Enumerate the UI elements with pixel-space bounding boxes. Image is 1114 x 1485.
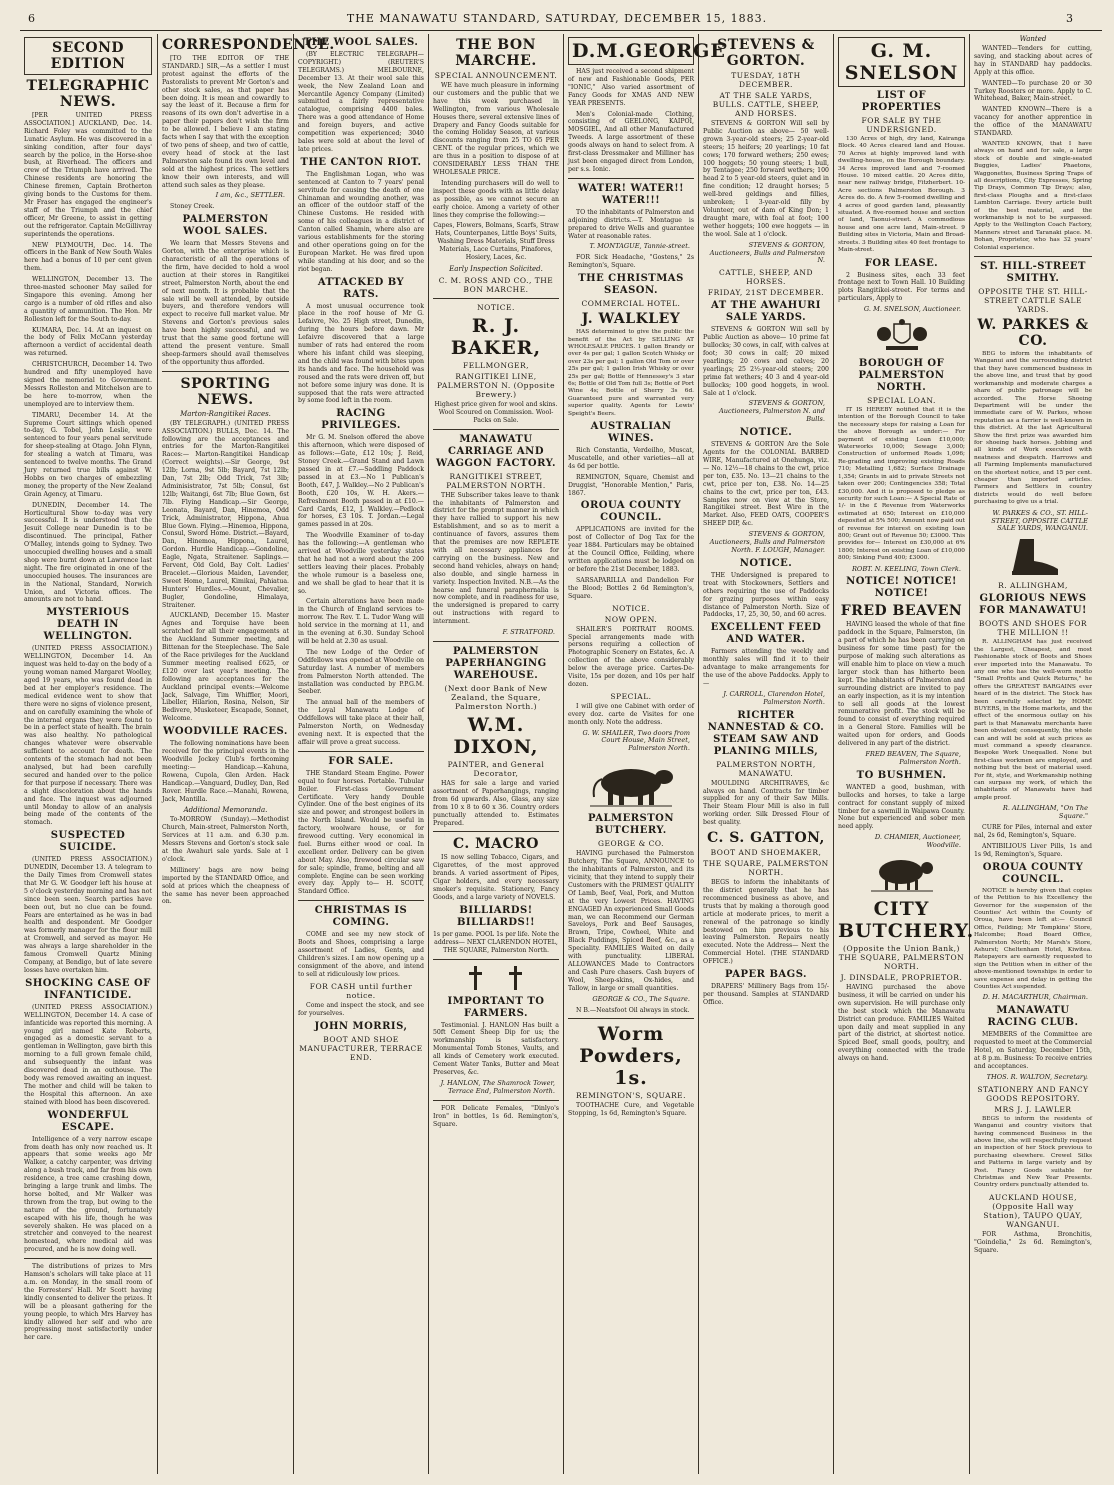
advert-heading: AT THE AWAHURI SALE YARDS. — [711, 300, 821, 324]
advert-text: FOR Asthma, Bronchitis, "Goindelia," 2s 6d. Remington's, Square. — [974, 1230, 1092, 1254]
advert-text: 2 Business sites, each 33 feet frontage next to Town Hall. 10 Building plots Rangitikei-street. For terms and particulars, Apply to — [838, 271, 965, 303]
article-heading: WOODVILLE RACES. — [163, 726, 288, 738]
advert-text: WANTED KNOWN, that I have always on hand and for sale, a large stock of double and single-seated Buggies, Ladies' Phaetons, Waggonettes, Business Spring Traps of all descriptions, City Expresses, Spring Tip Drays, Common Tip Drays; also, first-class Ploughs and a first-class Lambton Carriage. Every article built of the best material, and the workmanship is not to be surpassed. Apply to the Wellington Coach Factory, Manners street and Taranaki place. M. Bohan, Proprietor, who has 32 years' Colonial experience. — [974, 140, 1092, 251]
article-heading: THE CANTON RIOT. — [300, 156, 422, 168]
advert-text: 130 Acres of high, dry land, Kairanga Block. 40 Acres cleared land and House. 70 Acres at highly improved land with dwelling-house, on the Borough boundary. 34 Acres improved land and 7-roomed House. 10 mixed cattle. 20 Acres ditto, near new railway bridge, Fitzherbert. 10-Acre sections Palmerston Borough. 3 Acres do. do. A few 5-roomed dwelling and 4 acres of good garden land, pleasantly situated. A five-roomed house and section of land, Taonui-street. A commodious house and one acre land, Main-street. 9 Building sites in Victoria, Main and Broad-streets. 3 Building sites 40 feet frontage to Main-street. — [838, 136, 965, 254]
article-heading: MYSTERIOUS DEATH IN WELLINGTON. — [43, 607, 133, 643]
article-text: The Woodville Examiner of to-day has the following:—A gentleman who arrived at Woodville yesterday states that he had not a word about the 200 settlers leaving their places. Probably the whole rumour is a baseless one, and we shall be glad to hear that it is so. — [298, 532, 424, 595]
advert-heading: PALMERSTON PAPERHANGING WAREHOUSE. — [445, 645, 547, 681]
sheep-illustration-icon — [867, 854, 937, 894]
divider — [298, 751, 424, 752]
advertiser-name: G. M. SNELSON — [838, 37, 965, 87]
advert-heading: RICHTER NANNESTAD & CO. STEAM SAW AND PLANING MILLS, — [707, 709, 825, 757]
advert-text: STEVENS & GORTON Will sell by Public Auction as above— 10 prime fat bullocks; 30 cows, in calf, with calves at foot; 30 cows in calf; 20 mixed yearlings; 20 cows and calves; 20 yearlings; 25 2½-year-old steers; 200 prime fat wethers; 40 3 and 4 year-old bullocks; 100 good hoggets, in wool. Sale at 1 o'clock. — [703, 326, 829, 397]
article-text: (BY ELECTRIC TELEGRAPH—COPYRIGHT.) (REUTER'S TELEGRAMS.) MELBOURNE, December 13. At their wool sale this week, the New Zealand Loan and Mercantile Agency Company (Limited) submitted a fairly representative catalogue, comprising 4400 bales. There was a good attendance of Home and foreign buyers, and active competition was experienced; 3040 bales were sold at about the level of late prices. — [298, 51, 424, 153]
advert-subheading: COMMERCIAL HOTEL. — [581, 299, 681, 309]
article-text: Stoney Creek. — [170, 203, 215, 211]
advertiser-name: GEORGE & CO. — [597, 839, 664, 849]
signature: STEVENS & GORTON, Auctioneers, Bulls and Palmerston N. — [709, 240, 825, 265]
advert-subheading: SPECIAL. — [610, 691, 652, 701]
column-rule — [563, 34, 564, 1474]
advert-text: DRAPERS' Millinery Bags from 15/- per thousand. Samples at STANDARD Office. — [703, 983, 829, 1006]
advertiser-address: (Opposite the Union Bank,) THE SQUARE, PALMERSTON NORTH. — [838, 944, 965, 972]
masthead — [0, 12, 1114, 25]
advert-text: COME and see my new stock of Boots and Shoes, comprising a large assortment of Ladies, Gents, and Children's sizes. I am now opening up a consignment of the above, and intend to sell at ridiculously low prices. — [298, 931, 424, 978]
top-rule — [20, 30, 1102, 31]
article-text: (BY TELEGRAPH.) (UNITED PRESS ASSOCIATION.) BULLS, Dec. 14. The following are the acceptances and entries for the Marton-Rangitikei Races:— Marton-Rangitikei Handicap (Correct weights).—Sir George, 9st 12lb; Lorna, 9st 5lb; Bayard, 7st 12lb; Dan, 7st 2lb; Odd Trick, 7st 3lb; Adminisistrator, 7st 5lb; Consul, 6st 12lb; Waitangi, 6st 7lb; Blue Gown, 6st 7lb. Flying Handicap.—Sir George, Leonata, Bayard, Dan, Hinemoa, Odd Trick, Administrator, Hippona, Ahua Blue Gown. Flying.—Hinemoa, Hippona, Consul, Sword Home. District.—Bayard, Dan, Hinemoa, Hippona, Laurel, Gordon. Hurdle Handicap.—Gondoline, Eagle, Ngata, Straitener. Saplings.—Fervent, Old Gold, Bay Colt. Ladies' Bracelet.—Glorious Maiden, Lavender, Sweet Home, Laurel, Kimikai, Pahiatua. Hunters' Hurdles.—Mount, Chevalier, Bugler, Gondoline, Himalaya, Straitener. — [162, 419, 289, 609]
advertiser-name: W. PARKES & CO. — [977, 317, 1089, 350]
article-text: A most unusual occurrence took place in the roof house of Mr G. Lefaivre, No. 25 High street, Dunedin, during the hours before dawn. Mr Lefaivre discovered that a large number of rats had entered the room where his infant child was sleeping, and the child was found with bites upon its hands and face. The household was roused and the rats were driven off, but not before some injury was done. It is supposed that the rats were attracted by some food left in the room. — [298, 302, 424, 405]
masthead-title: THE MANAWATU STANDARD, SATURDAY, DECEMBER 15, 1883. — [346, 12, 768, 25]
column-rule — [833, 34, 834, 1474]
advert-subheading: AT THE SALE YARDS, BULLS. CATTLE, SHEEP, AND HORSES. — [712, 91, 820, 118]
advertiser-address: RANGITIKEI STREET, PALMERSTON NORTH. — [446, 471, 546, 490]
advert-text: WANTED—Tenders for cutting, saving, and stacking about acres of hay in STANDARD hay paddocks. Apply at this office. — [974, 45, 1092, 76]
advert-text: BEGS to inform the residents of Wanganui and country visitors that having commenced Business in the above line, she will respectfully request an inspection of her Stock previous to purchasing elsewhere. Crewel Silks and Patterns in large variety and by Post. Fancy Goods suitable for Christmas and New Year Presents. Country orders punctually attended to. — [974, 1115, 1092, 1189]
advertiser-trade: BOOT AND SHOEMAKER, — [710, 848, 822, 858]
second-edition-heading: SECOND EDITION — [24, 37, 152, 75]
advert-text: BEGS to inform the inhabitants of the district generally that he has recommenced business as above, and trusts that by making a thorough good article at moderate prices, to merit a renewal of the patronage so kindly bestowed on him previous to his leaving Palmerston. Repairs neatly executed. Note the Address— Next the Commercial Hotel. (THE STANDARD OFFICE.) — [703, 879, 829, 966]
signature: D. CHAMIER, Auctioneer, Woodville. — [874, 833, 961, 850]
divider — [433, 429, 559, 430]
advert-text: CURE for Piles, internal and exter nal, 2s 6d, Remington's, Square. — [974, 824, 1092, 839]
advert-text: MEMBERS of the Committee are requested to meet at the Commercial Hotel, on Saturday, December 15th, at 8 p.m. Business: To receive entries and acceptances. — [974, 1031, 1092, 1070]
advert-heading: CITY BUTCHERY. — [838, 898, 975, 943]
advert-text: REMINGTON, Square, Chemist and Druggist, "Honorable Mention," Paris, 1867. — [568, 473, 694, 497]
advert-heading: NOTICE. — [739, 427, 793, 439]
article-heading: SUSPECTED SUICIDE. — [50, 830, 126, 854]
advert-text: HAS determined to give the public the benefit of the Act by SELLING AT WHOLESALE PRICES. 1 gallon Brandy or over 4s per gal; 1 gallon Scotch Whisky or over 23s per gal; 1 gallon Old Tom or over 25s per gal; 1 gallon Irish Whisky or over 25s per gal; Bottle of Hennessey's 3 star 6s; Bottle of Old Tom full 3s; Bottle of Port Wine 4s; Bottle of Sherry 3s 6d. Guaranteed pure and warranted very superior quality. Agents for Lewis' Speight's Beers. — [568, 329, 694, 417]
divider — [568, 178, 694, 179]
advert-text: Intending purchasers will do well to inspect these goods with as little delay as possible, as we cannot secure an early choice. Among a variety of other lines they comprise the following:— — [433, 179, 559, 219]
article-text: Millinery' bags are now being imported by the STANDARD Office, and sold at prices which the cheapness of the same has never been approached on. — [162, 866, 289, 906]
column-rule — [969, 34, 970, 1474]
article-text: DUNEDIN, December 14. The Horticultural Show to-day was very successful. It is understood that the Jesuit College near Dunedin is to be discontinued. The principal, Father O'Malley, intends going to Sydney. Two unoccupied dwelling houses and a small shop were burnt down at Lawrence last night. The fire originated in one of the unoccupied houses. The insurances are in the National, Standard, Norwich Union, and Victoria offices. The amounts are not to hand. — [24, 501, 152, 604]
advert-text: APPLICATIONS are invited for the post of Collector of Dog Tax for the year 1884. Particulars may be obtained at the Council Office, Feilding, where written applications must be lodged on or before the 21st December, 1883. — [568, 526, 694, 573]
advert-heading: PALMERSTON BUTCHERY. — [587, 813, 675, 837]
article-text: The annual ball of the members of the Loyal Manawatu Lodge of Oddfellows will take place at their hall, Palmerston North, on Wednesday evening next. It is expected that the affair will prove a great success. — [298, 699, 424, 746]
advert-heading: THE CHRISTMAS SEASON. — [578, 273, 684, 297]
correspondence-heading: CORRESPONDENCE. — [162, 37, 335, 53]
column-6 — [703, 34, 829, 1474]
advert-text: I will give one Cabinet with order of every doz. carte de Visites for one month only. Note the address. — [568, 702, 694, 726]
column-5 — [568, 34, 726, 1474]
advertiser-trade: PAINTER, and General Decorator, — [447, 759, 545, 778]
advert-heading: Worm Powders, 1s. — [579, 1023, 683, 1090]
advert-heading: BILLIARDS! BILLIARDS!! — [456, 904, 536, 928]
signature: D. H. MACARTHUR, Chairman. — [982, 993, 1088, 1002]
advert-heading: GLORIOUS NEWS FOR MANAWATU! — [979, 593, 1087, 617]
article-text: NEW PLYMOUTH, Dec. 14. The officers in the Bank of New South Wales here had a bonus of 10 per cent given them. — [24, 241, 152, 273]
advert-heading: MANAWATU CARRIAGE AND WAGGON FACTORY. — [436, 433, 556, 469]
advert-subheading: SPECIAL LOAN. — [867, 396, 936, 406]
advert-heading: TO BUSHMEN. — [856, 769, 947, 781]
advertiser-name: R. ALLINGHAM, — [998, 581, 1068, 591]
signature: FRED BEAVEN, The Square, Palmerston North. — [865, 749, 961, 766]
article-text: KUMARA, Dec. 14. At an inquest on the body of Felix McCann yesterday afternoon a verdict of accidental death was returned. — [24, 326, 152, 358]
article-subheading: Additional Memoranda. — [183, 806, 268, 815]
advert-text: BEG to inform the inhabitants of Wanganui and the surrounding district that they have commenced business in the above line, and trust that by good workmanship and moderate charges a share of public patronage will be accorded. The Horse Shoeing Department will be under the immediate care of W. Parkes, whose reputation as a farrier is well-known in this district. At the last Agricultural Show the first prize was awarded him for shoeing hack horses. Jobbing and all kinds of Work executed with neatness and despatch. Harrows and all Farming Implements manufactured on the shortest notice, and 15 per cent. cheaper than imported articles. Farmers and Settlers in country districts would do well before purchasing to give us a trial. — [974, 351, 1092, 506]
advert-heading: EXCELLENT FEED AND WATER. — [710, 622, 822, 646]
divider — [162, 371, 289, 372]
advert-heading: FOR LEASE. — [864, 257, 939, 269]
advert-text: WANTED a good, bushman, with bullocks and horses, to take a large contract for constant supply of mixed timber for a sawmill in Waipawa County. None but experienced and sober men need apply. — [838, 783, 965, 831]
advertiser-address: THE SQUARE, PALMERSTON NORTH. — [703, 859, 829, 878]
advert-heading: OROUA COUNTY COUNCIL. — [580, 500, 682, 524]
advert-text: THE Standard Steam Engine. Power equal to four horses. Portable. Tubular Boiler. First-class Government Certificate. Very handy Double Cylinder. One of the best engines of its size and power, and strongest boilers in the North Island. Would be useful in factory, woolware house, or for firewood cutting. Very economical in fuel. Burns either wood or coal. In excellent order. Delivery can be given about May. Also, firewood circular saw for sale; spindle, frame, belting and all complete. Engine can be seen working every day. Apply to— H. SCOTT, Standard Office. — [298, 769, 424, 896]
article-text: CHRISTCHURCH, December 14. Two hundred and fifty unemployed have signed the memorial to Government. Messrs Rolleston and Mitchelson are to be here to-morrow, when the unemployed are to interview them. — [24, 361, 152, 408]
advert-subheading: BOOTS AND SHOES FOR THE MILLION !! — [978, 619, 1088, 638]
article-text: Intelligence of a very narrow escape from death has only now reached us. It appears that some weeks ago Mr Walker, a catchy carpenter, was driving along a bush track, and far from his own residence, a tree came crashing down, bringing a large trunk and limbs. The horse bolted, and Mr Walker was thrown from the trap, but owing to the nature of the ground, fortunately escaped with his life, though he was severely shaken. He was placed on a stretcher and conveyed to the nearest homestead, where medical aid was procured, and he is now doing well. — [24, 1135, 152, 1254]
advert-text: N B.—Neatsfoot Oil always in stock. — [576, 1006, 690, 1014]
advert-subheading: NOW OPEN. — [604, 614, 658, 624]
signature: G. M. SNELSON, Auctioneer. — [863, 305, 961, 314]
advert-heading: PAPER BAGS. — [724, 969, 808, 981]
article-subheading: Marton-Rangitikei Races. — [180, 409, 271, 418]
column-8 — [974, 34, 1092, 1474]
advertiser-address: AUCKLAND HOUSE, (Opposite Hall way Station), TAUPO QUAY, WANGANUI. — [983, 1192, 1083, 1229]
advert-text: THE Undersigned is prepared to treat with Stockowners, Settlers and others requiring the use of Paddocks for grazing purposes within easy distance of Palmerston North. Size of Paddocks, 17, 25, 30, 50, and 60 acres. — [703, 571, 829, 619]
article-heading: SHOCKING CASE OF INFANTICIDE. — [25, 977, 151, 1001]
advert-text: 1s per game. POOL 1s per life. Note the address— NEXT CLARENDON HOTEL, THE SQUARE, Palmerston North. — [433, 930, 559, 954]
divider — [433, 641, 559, 642]
signature: ROBT. N. KEELING, Town Clerk. — [851, 564, 961, 573]
signature: THOS. R. WALTON, Secretary. — [986, 1072, 1088, 1081]
advertiser-address: (Next door Bank of New Zealand, the Square, Palmerston North.) — [444, 683, 548, 711]
advertiser-address: RANGITIKEI LINE, PALMERSTON N. (Opposite Brewery.) — [436, 371, 556, 399]
advert-heading: BOROUGH OF PALMERSTON NORTH. — [858, 358, 945, 394]
signature: R. ALLINGHAM, "On The Square." — [1002, 804, 1088, 821]
advert-text: NOTICE is hereby given that copies of the Petition to his Excellency the Governor for the suspension of the Counties' Act within the County of Oroua, have been left at:— Council Office, Feilding; Mr Tompkins' Store, Halcombe; Road Board Office, Palmerston North; Mr Marsh's Store, Ashurst; Cheltenham Hotel, Kiwitea. Ratepayers are earnestly requested to sign the Petition when in either of the above-mentioned townships in order to save expense and delay in getting the Counties Act suspended. — [974, 887, 1092, 990]
article-heading: WONDERFUL ESCAPE. — [47, 1109, 129, 1133]
boot-illustration-icon — [998, 537, 1068, 577]
advert-text: HAS just received a second shipment of new and Fashionable Goods, PER "IONIC," Also varied assortment of Fancy Goods for XMAS AND NEW YEAR PRESENTS. — [568, 68, 694, 107]
article-text: The new Lodge of the Order of Oddfellows was opened at Woodville on Saturday last. A number of members from Palmerston North attended. The installation was conducted by P.P.G.M. Seeber. — [298, 648, 424, 696]
advert-heading: MANAWATU RACING CLUB. — [987, 1005, 1079, 1029]
advertiser-name: J. WALKLEY — [581, 311, 681, 328]
advert-heading: IMPORTANT TO FARMERS. — [447, 995, 545, 1019]
advert-heading: FOR SALE. — [328, 755, 394, 767]
wanted-heading: Wanted — [1019, 35, 1047, 43]
advert-text: Men's Colonial-made Clothing, consisting of GEELONG, KAIPOI, MOSGIEL, And all other Manufactured Tweeds. A large assortment of these goods always on hand to select from. A first-class Dressmaker and Milliner has just been engaged direct from London, per s.s. Ionic. — [568, 110, 694, 173]
advertiser-name: MRS J. J. LAWLER — [994, 1104, 1072, 1114]
advert-text: WANTED KNOWN—There is a vacancy for another apprentice in the office of the MANAWATU STANDARD. — [974, 106, 1092, 138]
advert-text: WE have much pleasure in informing our customers and the public that we have this week purchased in Wellington, from various Wholesale Houses there, several extensive lines of Drapery and Fancy Goods suitable for the coming Holiday Season, at various discounts ranging from 25 TO 65 PER CENT. of the regular prices, which we are thus in a position to dispose of at CONSIDERABLY LESS THAN THE WHOLESALE PRICE. — [433, 82, 559, 176]
advert-text: ANTIBILIOUS Liver Pills, 1s and 1s 9d, Remington's, Square. — [974, 842, 1092, 858]
signature: I am, &c., SETTLER. — [215, 191, 285, 200]
advert-subheading: FOR SALE BY THE UNDERSIGNED. — [861, 116, 942, 134]
advertiser-name: FRED BEAVEN — [840, 603, 963, 620]
advert-heading: STATIONERY AND FANCY GOODS REPOSITORY. — [977, 1084, 1089, 1103]
signature: F. STRATFORD. — [502, 628, 555, 637]
advert-text: STEVENS & GORTON Are the Sole Agents for the COLONIAL BARBED WIRE, Manufactured at Onehunga, viz.— No. 12½—18 chains to the cwt, price per ton, £35. No. 13—21 chains to the cwt, price per ton, £38. No. 14—25 chains to the cwt, price per ton, £43. Samples now on view at the Store, Rangitikei street. Best Wire in the Market. Also, FEED OATS, COOPER'S SHEEP DIP, &c. — [703, 441, 829, 528]
signature: GEORGE & CO., The Square. — [592, 994, 690, 1003]
advert-subheading: SPECIAL ANNOUNCEMENT. — [434, 71, 558, 80]
divider — [433, 298, 559, 299]
advert-subheading: CATTLE, SHEEP, AND HORSES. — [718, 268, 814, 287]
article-heading: THE WOOL SALES. — [303, 37, 419, 48]
article-text: (UNITED PRESS ASSOCIATION.) DUNEDIN, December 13. A telegram to the Daily Times from Cromwell states that Mr G. W. Goodger left his house at 5 o'clock yesterday morning and has not since been seen. Search parties have been out, but no clue can be found. Fears are entertained as he was in bad health and despondent. Mr Goodger was formerly manager for the flour mill at Cromwell, and served as mayor. He was always a large shareholder in the famous Cromwell Quartz Mining Company, at Bendigo, but of late severe losses have overtaken him. — [24, 856, 152, 974]
column-rule — [157, 34, 158, 1474]
advert-text: HAVING leased the whole of that fine paddock in the Square, Palmerston, (in a part of which he has been carrying on business for some time past) for the purpose of making such alterations as will enable him to place on view a much larger stock than has hitherto been kept. The inhabitants of Palmerston and surrounding district are invited to pay an early inspection, as it is my intention to sell all goods at the lowest remunerative profit. The stock will be found to consist of everything required in a General Store. Families will be waited upon for orders, and Goods delivered in any part of the district. — [838, 621, 965, 748]
advertiser-address: PALMERSTON NORTH, MANAWATU. — [716, 759, 816, 778]
advertiser-name: D.M.GEORGE — [568, 37, 694, 65]
column-4 — [433, 34, 559, 1474]
page-number-left: 6 — [28, 12, 36, 25]
advert-subheading: NOTICE. — [612, 603, 650, 613]
signature: T. MONTAGUE, Tannie-street. — [589, 242, 690, 251]
column-2 — [162, 34, 335, 1474]
article-text: We learn that Messrs Stevens and Gorton, with the enterprise which is characteristic of all the operations of the firm, have decided to hold a wool auction at their stores in Rangitikei street, Palmerston North, about the end of next month. It is probable that the sale will be well attended, by outside buyers, and therefore vendors will expect to receive full market value. Mr Stevens and Gorton's previous sales have been highly successful, and we trust that the same good fortune will attend the present venture. Small sheep-farmers should avail themselves of the opportunity thus afforded. — [162, 240, 289, 366]
article-heading: ATTACKED BY RATS. — [317, 276, 405, 300]
advertiser-address: REMINGTON'S, SQUARE. — [575, 1091, 687, 1101]
advertiser-trade: FELLMONGER, — [462, 360, 530, 370]
advert-text: TOOTHACHE Cure, and Vegetable Stopping, 1s 6d, Remington's Square. — [568, 1102, 694, 1118]
advert-text: MOULDING ARCHITRAVES, &c always on hand. Contracts for timber supplied for any of their Saw Mills. Their Steam Flour Mill is also in full working order. Silk Dressed Flour of best quality. — [703, 779, 829, 827]
article-text: AUCKLAND, December 15. Master Agnes and Torquise have been scratched for all their engagements at the Auckland Summer meeting, and Bittenan for the Steeplechase. The Sale of the Race privileges for the Auckland Summer meeting realised £625, or £120 over last year's meeting. The following are acceptances for the Auckland principal events:—Welcome Jack, Salvage, Tim Whiffler, Moori, Libeller, Hilarion, Rosina, Nelson, Sir Bedivere, Musketeer, Escapade, Sonnet, Welcome. — [162, 612, 289, 723]
advert-heading: THE BON MARCHE. — [455, 37, 537, 69]
signature: W. PARKES & CO., ST. HILL-STREET, OPPOSITE CATTLE SALE YARDS, WANGANUI. — [991, 508, 1088, 533]
article-text: (UNITED PRESS ASSOCIATION.) WELLINGTON, December 14. A case of infanticide was reported this morning. A young girl named Kate Roberts, engaged as a domestic servant to a gentleman in Wellington, gave birth this morning to a full grown female child, and subsequently the infant was discovered dead in an outhouse. The body was removed awaiting an inquest. The mother and child will be taken to the Hospital this afternoon. An axe stained with blood has been discovered. — [24, 1003, 152, 1106]
advert-highlight: FOR CASH until further notice. — [309, 981, 413, 1000]
advert-text: Testimonial. J. HANLON Has built a 50ft Cement Sheep Dip for us; the workmanship is satisfactory. Monumental Tomb Stones, Vaults, and all kinds of Cemetery work executed. Cement Water Tanks, Butter and Meat Preserves, &c. — [433, 1021, 559, 1076]
divider — [974, 256, 1092, 257]
bull-illustration-icon — [586, 757, 676, 809]
column-rule — [293, 34, 294, 1474]
article-text: The Englishman Logan, who was sentenced at Canton to 7 years' penal servitude for causing the death of one Chinaman and wounding another, was an officer of the outdoor staff of the Chinese Customs. He resided with some of his colleagues in a district of Canton called Shamin, where also are various establishments for the storing and other operations going on for the European Market. He was fired upon while standing at his door, and so the riot began. — [298, 170, 424, 273]
signature: J. HANLON, The Shamrock Tower, Terrace End, Palmerston North. — [440, 1078, 555, 1095]
advert-heading: NOTICE! NOTICE! NOTICE! — [846, 576, 957, 600]
column-3 — [298, 34, 424, 1474]
divider — [24, 1258, 152, 1259]
advert-text: TO the inhabitants of Palmerston and adjoining districts.—T. Montague is prepared to drive Wells and guarantee Water at reasonable rates. — [568, 208, 694, 240]
advert-note: Early Inspection Solicited. — [449, 264, 543, 273]
article-text: [PER UNITED PRESS ASSOCIATION.] AUCKLAND, Dec. 14. Richard Foley was committed to the Lunatic Asylum. He was discovered in a sinking condition, after four days' search by the police, in the Horse-shoe bush, at Riverhead. The officers and crew of the Triumph have arrived. The Chinese residents are honoring the Chinese firemen, Captain Brotherton giving bonds to the Customs for them. Mr Fraser has engaged the engineer's staff of the Triumph and the chief officer, Mr Greene, to assist in getting out the refrigerator. Captain McGillivray superintends the operations. — [24, 112, 152, 238]
advert-text: STEVENS & GORTON Will sell by Public Auction as above— 50 well-grown 3-year-old steers; 25 2-year-old steers; 15 heifers; 20 yearlings; 10 fat cows; 170 forward wethers; 250 ewes; 100 hoggets; 50 young steers; 1 bull, by Tentagee; 250 forward wethers; 100 head 2 to 5 year-old steers, quiet and in fine condition; 12 draught horses; 5 well-bred geldings and fillies, unbroken; 1 3-year-old filly by Volunteer, out of dam of King Don; 1 draught mare, with foal at foot; 100 wether hoggets; 100 ewe hoggets — in the wool. Sale at 1 o'clock. — [703, 120, 829, 238]
signature: STEVENS & GORTON, Auctioneers, Bulls and Palmerston North. F. LOUGH, Manager. — [709, 530, 825, 554]
advert-text: Highest price given for wool and skins. Wool Scoured on Commission. Wool-Packs on Sale. — [434, 400, 558, 424]
advertiser-address: OPPOSITE THE ST. HILL-STREET CATTLE SALE YARDS. — [978, 287, 1088, 315]
article-heading: RACING PRIVILEGES. — [321, 408, 401, 432]
article-text: Certain alterations have been made in the Church of England services to-morrow. The Rev. T. L. Tudor Wang will hold service in the morning at 11, and in the evening at 6.30. Sunday School will be held at 2.30 as usual. — [298, 598, 424, 645]
advert-heading: NOTICE. — [739, 557, 793, 569]
advert-subheading: NOTICE. — [477, 302, 515, 312]
divider — [568, 1018, 694, 1019]
column-7 — [838, 34, 975, 1474]
advert-text: IT IS HEREBY notified that it is the intention of the Borough Council to take the necessary steps for raising a Loan for the above Borough as under:— For payment of existing Loan £10,000; Waterworks 10,000; Sewage 3,000; Construction of unformed Roads 1,096; Re-grading and improving existing Roads 710; Metalling 1,682; Surface Drainage 1,354; Grants in aid to private Streets not taken over 200; Contingencies 358; Total £30,000. And it is proposed to pledge as security for such Loan:— A Special Rate of 1/- in the £ Revenue from Waterworks estimated at 650; Interest on £10,000 deposited at 5% 500; Amount now paid out of revenue for interest on existing loan 800; Grant out of Revenue 50; £3000. This provides for— Interest on £30,000 at 6% 1800; Interest on existing Loan of £10,000 800; Sinking Fund 400; £3000. — [838, 407, 965, 562]
column-rule — [698, 34, 699, 1474]
telegraphic-news-heading: TELEGRAPHIC NEWS. — [26, 78, 150, 110]
article-text: To-MORROW (Sunday).—Methodist Church, Main-street, Palmerston North, Services at 11 a.m. and 6.30 p.m. Messrs Stevens and Gorton's stock sale at the Awahuri sale yards. Sale at 1 o'clock. — [162, 816, 289, 863]
advertiser-name: J. DINSDALE, PROPRIETOR. — [840, 973, 963, 983]
article-text: The distributions of prizes to Mrs Hamson's scholars will take place at 11 a.m. on Monday, in the small room of the Forresters' Hall. Mr Scott having kindly consented to deliver the prizes. It will be a pleasant gathering for the young people, to which Mrs Harvey has kindly allowed her self and who are progressing most satisfactorily under her care. — [24, 1263, 152, 1342]
advert-date: FRIDAY, 21ST DECEMBER. — [707, 288, 825, 298]
advert-text: Rich Constantia, Verdeilho, Muscat, Muscatelle, and other varieties—all at 4s 6d per bottle. — [568, 447, 694, 470]
advertiser-name: C. MACRO — [453, 836, 539, 853]
article-text: (UNITED PRESS ASSOCIATION.) WELLINGTON, December 14. An inquest was held to-day on the body of a young woman named Margaret Woolley, aged 19 years, who was found dead in bed at her employer's residence. The medical evidence went to show that there were no signs of violence present, and on carefully examining the whole of the internal organs they were found to be in a perfect state of health. The brain was also healthy. No pathological changes whatever were observable sufficient to account for death. The contents of the stomach had not been analysed, but had been carefully secured and handed over to the police for that purpose if necessary. There was a slight discoloration about the hands and face. The inquest was adjourned until Monday to allow of an analysis being made of the contents of the stomach. — [24, 645, 152, 827]
coat-of-arms-icon — [874, 318, 930, 354]
advert-text: FOR Delicate Females, "Dinlyo's Iron" in bottles, 1s 6d. Remington's, Square. — [433, 1104, 559, 1128]
advertiser-name: STEVENS & GORTON. — [717, 37, 815, 69]
advertiser-name: W.M. DIXON, — [453, 713, 539, 758]
divider — [433, 959, 559, 960]
cross-ornament-icon — [466, 964, 526, 992]
advertiser-name: JOHN MORRIS, — [314, 1020, 408, 1032]
advert-text: HAVING purchased the above business, it will be carried on under his own supervision. He will purchase only the best stock which the Manawatu District can produce. FAMILIES Waited upon daily and meat supplied in any part of the district, at shortest notice. Spiced Beef, small goods, poultry, and everything connected with the trade always on hand. — [838, 984, 965, 1063]
advert-text: HAVING purchased the Palmerston Butchery, The Square, ANNOUNCE to the inhabitants of Palmerston, and its vicinity, that they intend to supply their Customers with the PRIMEST QUALITY Of Lamb, Beef, Veal, Pork, and Mutton at the very Lowest Prices. HAVING ENGAGED An experienced Small Goods man, we can Recommend our German Saveloys, Pork and Beef Sausages, Brawn, Tripe, Cowheel, White and Black Puddings, Spiced Beef, &c., as a Speciality. FAMILIES Waited on daily with punctuality. LIBERAL ALLOWANCES Made to Contractors and Cash Pure chasers. Cash buyers of Wool, Sheep-skins, Ox-hides, and Tallow, in large or small quantities. — [568, 850, 694, 992]
advert-text: IS now selling Tobacco, Cigars, and Cigarettes, of the most approved brands. A varied assortment of Pipes, Cigar holders, and every necessary smoker's requisite. Stationery, Fancy Goods, and a large variety of NOVELS. — [433, 854, 559, 901]
article-text: Mr G. M. Snelson offered the above this afternoon, which were disposed of as follows:—Gate, £12 10s; J. Reid, Stoney Creek.—Grand Stand and Lawn passed in at £7.—Saddling Paddock passed in at £3.—No 1 Publican's Booth, £47, J. Walkley.—No 2 Publican's Booth, £20 10s, W. H. Akers.—Refreshment Booth passed in at £10.—Card Cards, £12, J. Walkley.—Pedlock for horses, £3 10s. T. Jordan.—Legal games passed in at 20s. — [298, 434, 424, 529]
advert-text: Come and inspect the stock, and see for yourselves. — [298, 1001, 424, 1017]
divider — [298, 900, 424, 901]
advert-heading: WATER! WATER!! WATER!!! — [577, 182, 684, 206]
advert-heading: AUSTRALIAN WINES. — [590, 421, 672, 444]
advert-text: WANTED—To purchase 20 or 30 Turkey Roosters or more. Apply to C. Whitehead, Baker, Main-street. — [974, 79, 1092, 103]
page-number-right: 3 — [1066, 12, 1074, 25]
advert-text: SHAILER'S PORTRAIT ROOMS. Special arrangements made with persons requiring a collection of Photographic Scenery on Estates, &c. A collection of the above considerably below the average price. Cartes-De-Visite, 15s per dozen, and 10s per half dozen. — [568, 625, 694, 688]
advert-heading: LIST OF PROPERTIES — [861, 90, 942, 113]
article-text: The following nominations have been received for the principal events in the Woodville Jockey Club's forthcoming meeting:— Handicap.—Kahuna, Rowena, Cupola, Glen Arden. Hack Handicap.—Vanguard, Dudley, Dan, Red Rover. Hurdle Race.—Manahi, Rowena, Jack, Mantilla. — [162, 740, 289, 803]
advert-text: SARSAPARILLA and Dandelion For the Blood; Bottles 2 6d Remington's, Square. — [568, 576, 694, 600]
advertiser-name: C. S. GATTON, — [707, 830, 825, 847]
advert-text: R. ALLINGHAM has just received the Largest, Cheapest, and most Fashionable stock of Boots and Shoes ever imported into the Manawatu. To any one who has the well-worn motto "Small Profits and Quick Returns," he offers the GREATEST BARGAINS ever heard of in the district. The Stock has been carefully selected by HOME BUYERS, in the Home markets, and the effect of the enormous outlay on his part is that Manawatu merchants have been obviated; consequently, the whole can and will be sold at such prices as must command a speedy clearance. Bespoke Work Unequalled. None but first-class workmen are employed, and nothing but the best of material used. For fit, style, and Workmanship nothing can surpass my work, of which the inhabitants of Manawatu have had ample proof. — [974, 639, 1092, 801]
signature: STEVENS & GORTON, Auctioneers, Palmerston N. and Bulls. — [719, 399, 825, 424]
advert-text: THE Subscriber takes leave to thank the inhabitants of Palmerston and district for the prompt manner in which they have rallied to support his new Establishment, and so as to merit a continuance of favors, assures them that the premises are now REPLETE with all necessary appliances for carrying on the business. New and second hand vehicles, always on hand; also double, and single harness in variety. Inspection Invited. N.B.—As the hearse and funeral paraphernalia is now complete, and in readiness for use, the undersigned is prepared to carry out instructions with regard to internment. — [433, 491, 559, 626]
advert-heading: OROUA COUNTY COUNCIL. — [982, 861, 1084, 885]
divider — [433, 831, 559, 832]
advertiser-name: C. M. ROSS AND CO., THE BON MARCHE. — [438, 275, 554, 294]
advert-heading: ST. HILL-STREET SMITHY. — [980, 261, 1086, 285]
divider — [433, 1100, 559, 1101]
signature: J. CARROLL, Clarendon Hotel, Palmerston North. — [723, 689, 825, 706]
column-1 — [24, 34, 152, 1474]
advert-date: TUESDAY, 18TH DECEMBER. — [731, 71, 801, 89]
article-heading: PALMERSTON WOOL SALES. — [182, 214, 269, 238]
advertiser-name: R. J. BAKER, — [450, 314, 542, 359]
advert-heading: CHRISTMAS IS COMING. — [314, 905, 408, 929]
article-text: [TO THE EDITOR OF THE STANDARD.] SIR,—As a settler I must protest against the efforts of the Pastoralists to prevent Mr Gorton's and other stock sales, as that paper has been doing. It is mean and cowardly to say the least of it. Because a firm for reasons of its own don't advertise in a paper their papers don't wish the firm to be allowed. I believe I am stating facts when I say that with the exception of two pens of sheep, and two of cattle, every head of stock at the last Palmerston sale found its own level and sold at the highest prices. The settlers know their own interests, and will attend such sales as they please. — [162, 55, 289, 189]
sporting-news-heading: SPORTING NEWS. — [180, 375, 271, 408]
advert-text: Farmers attending the weekly and monthly sales will find it to their advantage to make arrangements for the use of the above Paddocks. Apply to— — [703, 648, 829, 687]
advert-item-list: Capes, Flowers, Bolmans, Scarfs, Straw Hats, Counterpanes, Little Boys' Suits, Washing Dress Materials, Stuff Dress Materials, Lace Curtains, Pinafores, Hosiery, Laces, &c. — [433, 222, 559, 262]
advert-text: HAS for sale a large and varied assortment of Paperhangings, ranging from 6d upwards. Also, Glass, any size from 10 x 8 to 60 x 36. Country orders punctually attended to. Estimates Prepared. — [433, 779, 559, 827]
advert-text: FOR Sick Headache, "Gostens," 2s Remington's, Square. — [568, 254, 694, 270]
article-text: WELLINGTON, December 13. The three-masted schooner May sailed for Singapore this evening. Among her cargo is a number of old rifles and also a quantity of ammunition. The Hon. Mr Rolleston left for the South to-day. — [24, 276, 152, 323]
article-text: TIMARU, December 14. At the Supreme Court sittings which opened to-day, G. Tobel, John Leslie, were sentenced to four years penal servitude for sheep-stealing at Otago. John Flynn, for stealing a watch at Timaru, was sentenced to twelve months. The Grand Jury returned true bills against W. Hobbs on two charges of embezzling money, the property of the New Zealand Grain Agency, at Timaru. — [24, 411, 152, 498]
signature: G. W. SHAILER, Two doors from Court House, Main Street, Palmerston North. — [582, 728, 690, 753]
column-rule — [428, 34, 429, 1474]
advertiser-address: BOOT AND SHOE MANUFACTURER, TERRACE END. — [299, 1034, 423, 1062]
